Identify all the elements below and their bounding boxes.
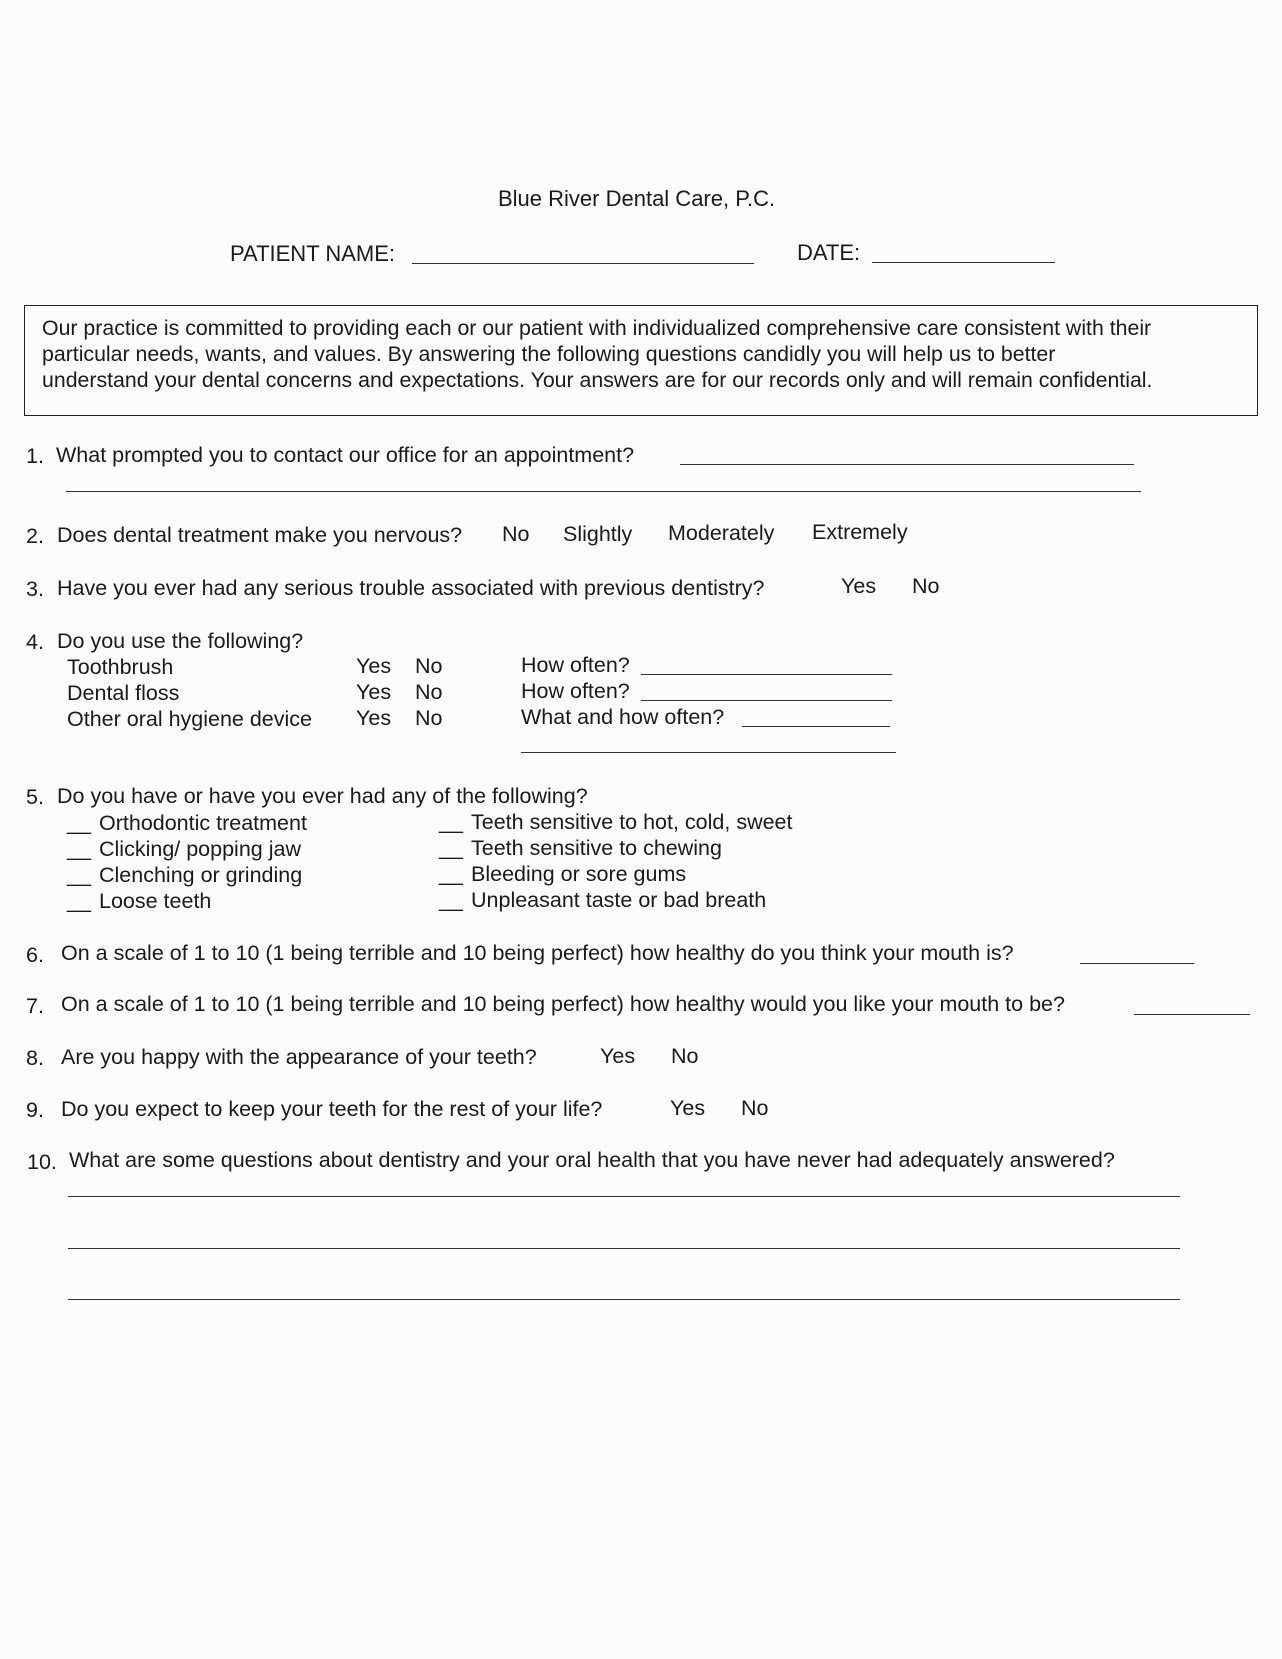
q9-number: 9.: [26, 1098, 44, 1122]
q5-right-item: Teeth sensitive to chewing: [471, 836, 722, 860]
q3-option-yes[interactable]: Yes: [841, 574, 877, 598]
q5-number: 5.: [26, 785, 44, 809]
q4-item: Dental floss: [67, 681, 180, 705]
q5-checkbox-blank[interactable]: __: [439, 810, 463, 834]
q1-number: 1.: [26, 444, 44, 468]
q4-no-option[interactable]: No: [415, 654, 443, 678]
q7-text: On a scale of 1 to 10 (1 being terrible and 10 being perfect) how healthy would you like your mouth to be?: [61, 992, 1065, 1016]
q5-checkbox-blank[interactable]: __: [67, 811, 91, 835]
q1-answer-line-1[interactable]: [680, 464, 1134, 465]
q6-text: On a scale of 1 to 10 (1 being terrible and 10 being perfect) how healthy do you think your mouth is?: [61, 941, 1014, 965]
q4-no-option[interactable]: No: [415, 680, 443, 704]
q4-text: Do you use the following?: [57, 629, 304, 653]
q4-answer-line[interactable]: [742, 726, 890, 727]
q2-option-slightly[interactable]: Slightly: [563, 522, 633, 546]
q5-checkbox-blank[interactable]: __: [67, 889, 91, 913]
patient-name-label: PATIENT NAME:: [230, 241, 396, 266]
q4-yes-option[interactable]: Yes: [356, 654, 392, 678]
q4-no-option[interactable]: No: [415, 706, 443, 730]
q2-option-extremely[interactable]: Extremely: [812, 520, 908, 544]
q5-checkbox-blank[interactable]: __: [67, 863, 91, 887]
q10-answer-line[interactable]: [68, 1248, 1180, 1249]
q4-answer-line[interactable]: [641, 700, 892, 701]
q5-left-item: Orthodontic treatment: [99, 811, 307, 835]
intro-line: particular needs, wants, and values. By answering the following questions candidly you will help us to better: [42, 342, 1056, 366]
q4-prompt: How often?: [521, 679, 630, 703]
q6-answer-line[interactable]: [1080, 963, 1194, 964]
q5-left-item: Clenching or grinding: [99, 863, 303, 887]
q5-checkbox-blank[interactable]: __: [439, 836, 463, 860]
q10-answer-line[interactable]: [68, 1196, 1180, 1197]
practice-name: Blue River Dental Care, P.C.: [498, 186, 776, 211]
intro-line: Our practice is committed to providing each or our patient with individualized comprehensive care consistent with their: [42, 316, 1152, 340]
q5-left-item: Loose teeth: [99, 889, 212, 913]
q4-item: Toothbrush: [67, 655, 174, 679]
q10-number: 10.: [27, 1150, 57, 1174]
q7-number: 7.: [26, 994, 44, 1018]
q8-option-yes[interactable]: Yes: [600, 1044, 636, 1068]
q2-option-no[interactable]: No: [502, 522, 530, 546]
q4-item: Other oral hygiene device: [67, 707, 313, 731]
q9-option-no[interactable]: No: [741, 1096, 769, 1120]
q10-answer-line[interactable]: [68, 1299, 1180, 1300]
q9-text: Do you expect to keep your teeth for the rest of your life?: [61, 1097, 603, 1121]
q8-text: Are you happy with the appearance of your teeth?: [61, 1045, 537, 1069]
q7-answer-line[interactable]: [1134, 1014, 1250, 1015]
intro-box: [24, 305, 1258, 416]
q5-text: Do you have or have you ever had any of the following?: [57, 784, 588, 808]
q4-yes-option[interactable]: Yes: [356, 706, 392, 730]
q6-number: 6.: [26, 943, 44, 967]
q4-answer-line-extra[interactable]: [521, 752, 896, 753]
q4-prompt: How often?: [521, 653, 630, 677]
q5-checkbox-blank[interactable]: __: [439, 888, 463, 912]
q1-answer-line-2[interactable]: [66, 491, 1141, 492]
q5-checkbox-blank[interactable]: __: [67, 837, 91, 861]
q4-prompt: What and how often?: [521, 705, 725, 729]
q3-option-no[interactable]: No: [912, 574, 940, 598]
q8-option-no[interactable]: No: [671, 1044, 699, 1068]
date-label: DATE:: [797, 240, 861, 265]
q1-text: What prompted you to contact our office for an appointment?: [56, 443, 635, 467]
q8-number: 8.: [26, 1046, 44, 1070]
q2-option-moderately[interactable]: Moderately: [668, 521, 775, 545]
q3-number: 3.: [26, 577, 44, 601]
q2-number: 2.: [26, 524, 44, 548]
q5-checkbox-blank[interactable]: __: [439, 862, 463, 886]
q9-option-yes[interactable]: Yes: [670, 1096, 706, 1120]
q5-right-item: Teeth sensitive to hot, cold, sweet: [471, 810, 793, 834]
q5-right-item: Unpleasant taste or bad breath: [471, 888, 767, 912]
q5-left-item: Clicking/ popping jaw: [99, 837, 301, 861]
q4-answer-line[interactable]: [641, 674, 892, 675]
q5-right-item: Bleeding or sore gums: [471, 862, 687, 886]
q4-yes-option[interactable]: Yes: [356, 680, 392, 704]
patient-name-field[interactable]: [412, 263, 754, 264]
q2-text: Does dental treatment make you nervous?: [57, 523, 463, 547]
q10-text: What are some questions about dentistry and your oral health that you have never had adequately answered?: [69, 1148, 1115, 1172]
intro-line: understand your dental concerns and expectations. Your answers are for our records only and will remain confidential.: [42, 368, 1153, 392]
date-field[interactable]: [872, 262, 1055, 263]
q4-number: 4.: [26, 630, 44, 654]
q3-text: Have you ever had any serious trouble associated with previous dentistry?: [57, 576, 765, 600]
